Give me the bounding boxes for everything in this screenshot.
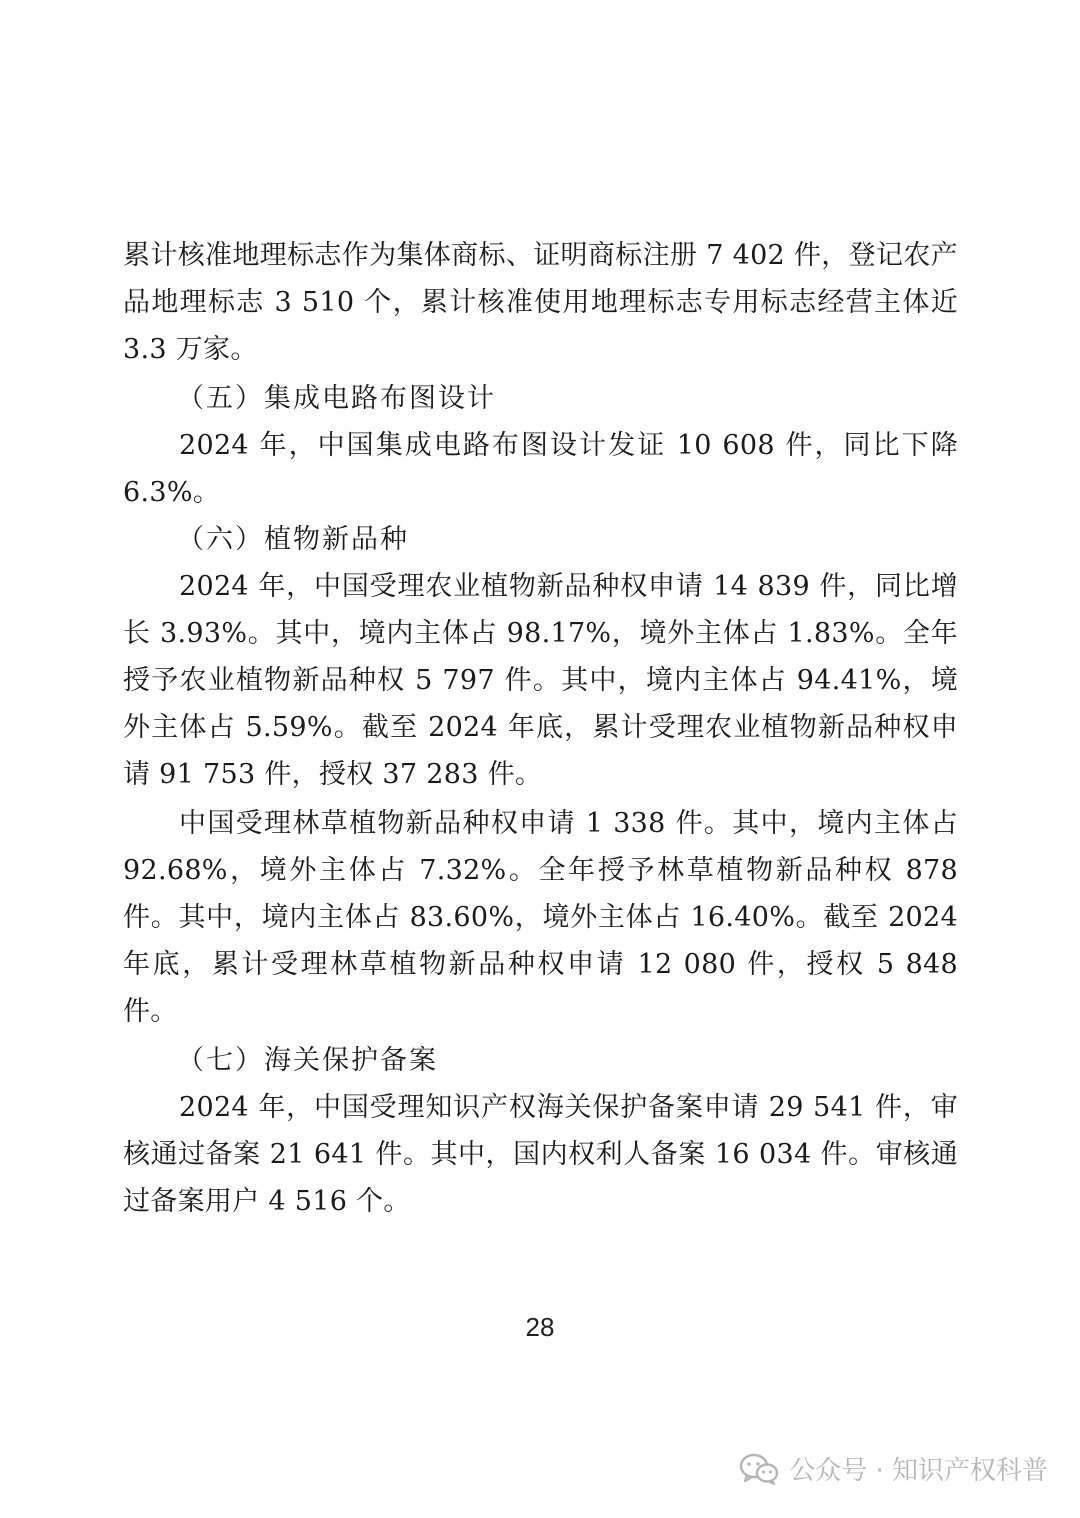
page-number: 28	[525, 1312, 555, 1342]
paragraph-geographical-indications: 累计核准地理标志作为集体商标、证明商标注册 7 402 件，登记农产品地理标志 3 510 个，累计核准使用地理标志专用标志经营主体近 3.3 万家。	[123, 240, 958, 365]
paragraph-forest-grass-plant-varieties: 中国受理林草植物新品种权申请 1 338 件。其中，境内主体占 92.68%，境外主体占 7.32%。全年授予林草植物新品种权 878 件。其中，境内主体占 83.60%，境外主体占 16.40%。截至 2024 年底，累计受理林草植物新品种权申请 12 080 件，授权 5 848 件。	[123, 808, 958, 1027]
paragraph-agricultural-plant-varieties: 2024 年，中国受理农业植物新品种权申请 14 839 件，同比增长 3.93%。其中，境内主体占 98.17%，境外主体占 1.83%。全年授予农业植物新品种权 5 797 件。其中，境内主体占 94.41%，境外主体占 5.59%。截至 2024 年底，累计受理农业植物新品种权申请 91 753 件，授权 37 283 件。	[123, 571, 958, 790]
section-heading-customs-protection: （七）海关保护备案	[177, 1045, 438, 1076]
section-heading-plant-varieties: （六）植物新品种	[177, 524, 409, 555]
wechat-icon	[739, 1452, 779, 1486]
section-heading-ic-layout: （五）集成电路布图设计	[177, 383, 496, 414]
paragraph-ic-layout: 2024 年，中国集成电路布图设计发证 10 608 件，同比下降 6.3%。	[123, 430, 958, 508]
watermark	[739, 1450, 1048, 1487]
paragraph-customs-protection: 2024 年，中国受理知识产权海关保护备案申请 29 541 件，审核通过备案 21 641 件。其中，国内权利人备案 16 034 件。审核通过备案用户 4 516 个。	[123, 1092, 958, 1217]
document-body	[123, 232, 958, 1225]
watermark-text: 公众号 · 知识产权科普	[789, 1456, 1048, 1486]
